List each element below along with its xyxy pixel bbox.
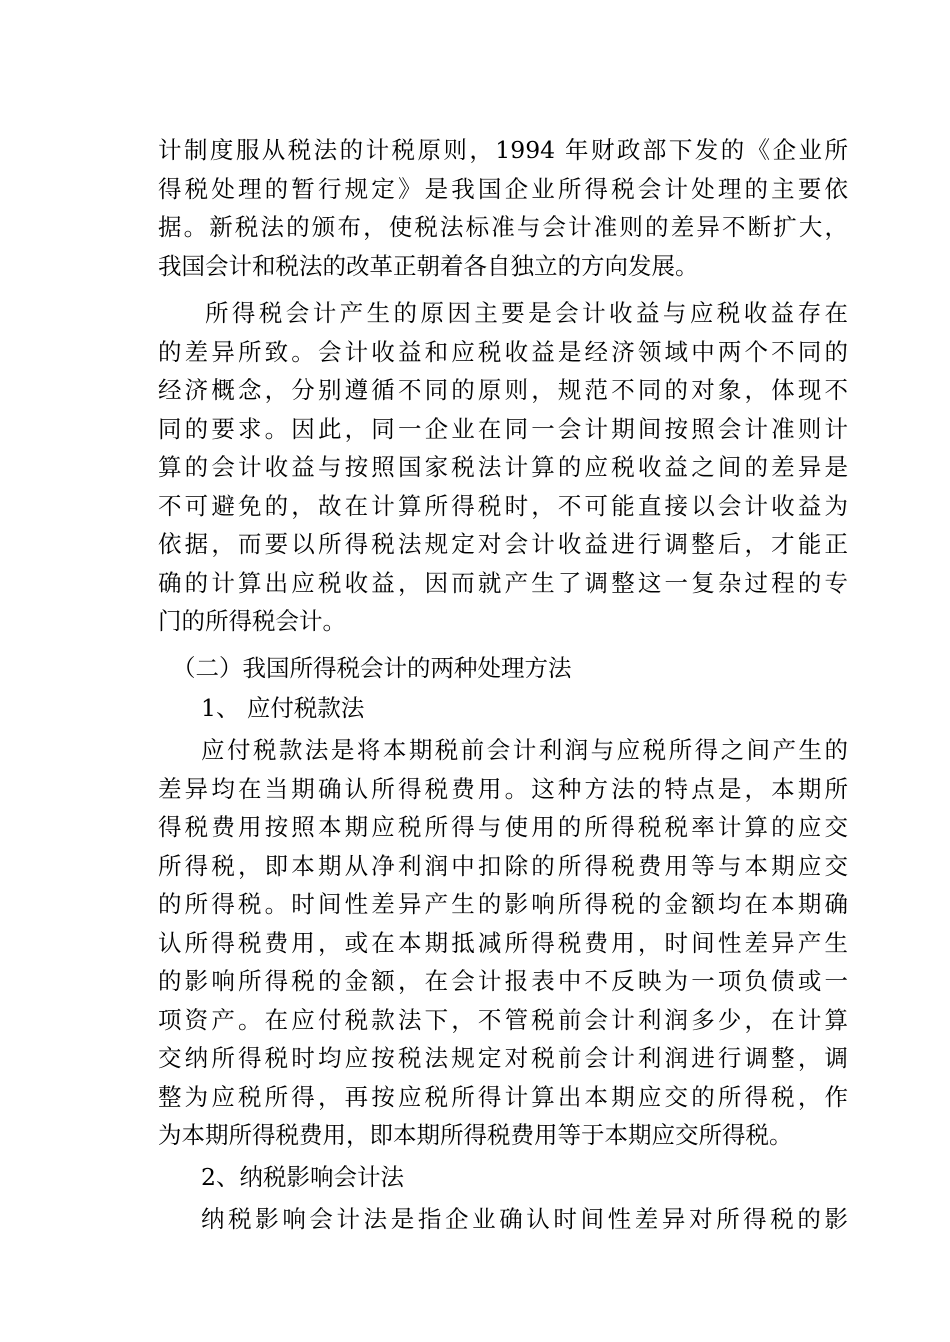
item-2-heading — [158, 1158, 848, 1197]
text-line: 不可避免的，故在计算所得税时，不可能直接以会计收益为 — [158, 491, 848, 520]
text-line: 的影响所得税的金额，在会计报表中不反映为一项负债或一 — [158, 967, 848, 995]
heading-text: 1、 应付税款法 — [201, 694, 365, 722]
text-line: 交纳所得税时均应按税法规定对税前会计利润进行调整，调 — [158, 1044, 848, 1072]
text-line: 整为应税所得，再按应税所得计算出本期应交的所得税，作 — [158, 1082, 848, 1111]
text-line: 得税处理的暂行规定》是我国企业所得税会计处理的主要依 — [158, 174, 848, 203]
text-line: 所得税会计产生的原因主要是会计收益与应税收益存在 — [205, 299, 848, 327]
text-line: 认所得税费用，或在本期抵减所得税费用，时间性差异产生 — [158, 928, 848, 957]
text-line: 确的计算出应税收益，因而就产生了调整这一复杂过程的专 — [158, 568, 848, 597]
text-line: 依据，而要以所得税法规定对会计收益进行调整后，才能正 — [158, 530, 848, 558]
text-line: 门的所得税会计。 — [158, 607, 346, 635]
paragraph-4 — [158, 1200, 848, 1239]
heading-text: （二）我国所得税会计的两种处理方法 — [172, 654, 572, 682]
paragraph-3 — [158, 731, 848, 1155]
text-line: 纳税影响会计法是指企业确认时间性差异对所得税的影 — [201, 1205, 848, 1233]
text-line: 差异均在当期确认所得税费用。这种方法的特点是，本期所 — [158, 774, 848, 803]
paragraph-1 — [158, 131, 848, 285]
text-line: 我国会计和税法的改革正朝着各自独立的方向发展。 — [158, 251, 699, 280]
text-line: 的差异所致。会计收益和应税收益是经济领域中两个不同的 — [158, 337, 848, 366]
text-line: 同的要求。因此，同一企业在同一会计期间按照会计准则计 — [158, 414, 848, 443]
text-line: 项资产。在应付税款法下，不管税前会计利润多少，在计算 — [158, 1005, 848, 1034]
text-line: 据。新税法的颁布，使税法标准与会计准则的差异不断扩大， — [158, 213, 848, 241]
text-line: 的所得税。时间性差异产生的影响所得税的金额均在本期确 — [158, 890, 848, 918]
text-line: 计制度服从税法的计税原则，1994 年财政部下发的《企业所 — [158, 136, 848, 164]
text-line: 得税费用按照本期应税所得与使用的所得税税率计算的应交 — [158, 813, 848, 841]
text-line: 为本期所得税费用，即本期所得税费用等于本期应交所得税。 — [158, 1121, 793, 1149]
item-1-heading — [158, 689, 848, 728]
text-line: 所得税，即本期从净利润中扣除的所得税费用等与本期应交 — [158, 851, 848, 880]
text-line: 算的会计收益与按照国家税法计算的应税收益之间的差异是 — [158, 453, 848, 481]
text-line: 经济概念，分别遵循不同的原则，规范不同的对象，体现不 — [158, 376, 848, 404]
text-line: 应付税款法是将本期税前会计利润与应税所得之间产生的 — [201, 736, 848, 764]
heading-text: 2、纳税影响会计法 — [201, 1163, 404, 1191]
section-heading — [158, 649, 848, 688]
paragraph-2 — [158, 294, 848, 641]
